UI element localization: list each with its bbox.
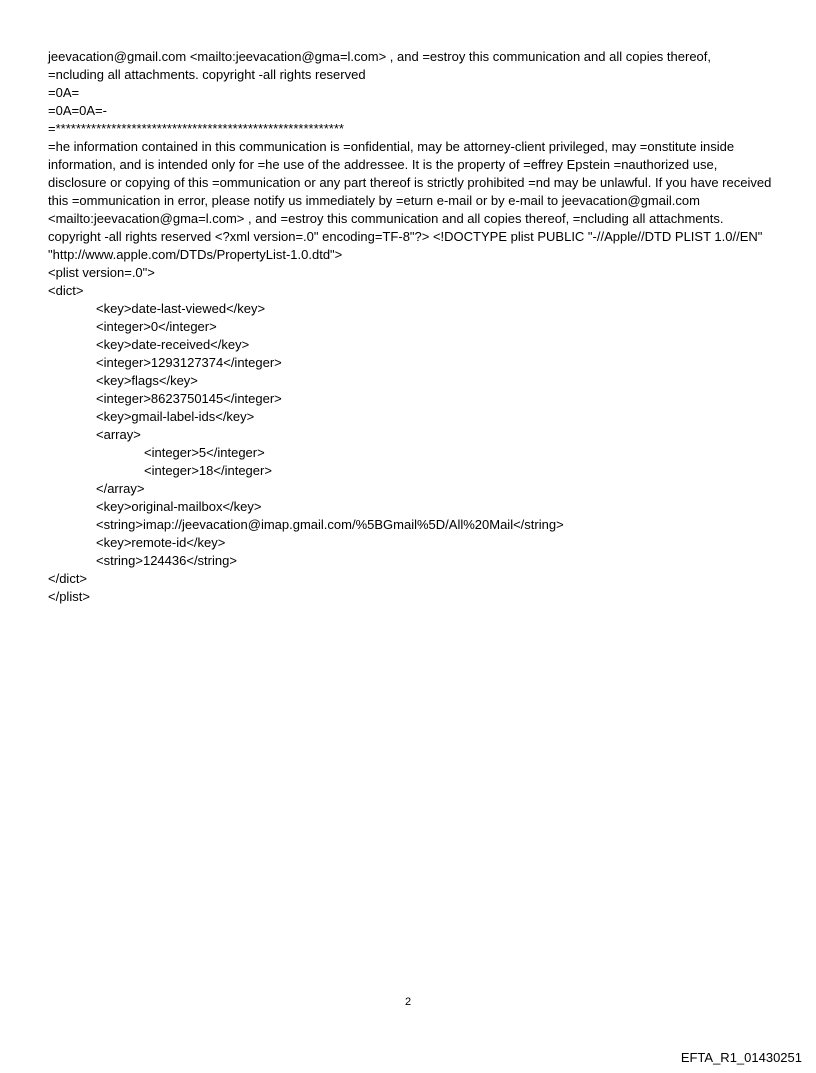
plist-entry: <key>remote-id</key> [96, 535, 226, 550]
plist-entry: <integer>0</integer> [96, 319, 217, 334]
plist-entry: <key>gmail-label-ids</key> [96, 409, 255, 424]
plist-entry: <key>original-mailbox</key> [96, 499, 262, 514]
text-line: =ncluding all attachments. copyright -all rights reserved [48, 67, 366, 82]
plist-entry: <key>date-last-viewed</key> [96, 301, 266, 316]
text-line: =0A=0A=- [48, 103, 107, 118]
plist-entry: <string>imap://jeevacation@imap.gmail.com/%5BGmail%5D/All%20Mail</string> [96, 517, 564, 532]
confidentiality-paragraph: =he information contained in this communication is =onfidential, may be attorney-client privileged, may =onstitute inside information, and is intended only for =he use of the addressee. It is the property of =effrey Epstein =nauthorized use, disclosure or copying of this =ommunication or any part thereof is strictly prohibited =nd may be unlawful. If you have received this =ommunication in error, please notify us immediately by =eturn e-mail or by e-mail to jeevacation@gmail.com <mailto:jeevacation@gma=l.com> , and =estroy this communication and all copies thereof, =ncluding all attachments. copyright -all rights reserved <?xml version=.0" encoding=TF-8"?> <!DOCTYPE plist PUBLIC "-//Apple//DTD PLIST 1.0//EN" "http://www.apple.com/DTDs/PropertyList-1.0.dtd"> [48, 139, 772, 262]
plist-entry: <integer>1293127374</integer> [96, 355, 282, 370]
text-line: =0A= [48, 85, 80, 100]
plist-entry: <array> [96, 427, 141, 442]
dict-open: <dict> [48, 283, 84, 298]
plist-entry: </array> [96, 481, 145, 496]
dict-close: </dict> [48, 571, 88, 586]
plist-close: </plist> [48, 589, 90, 604]
plist-entry: <key>flags</key> [96, 373, 198, 388]
plist-entry: <integer>8623750145</integer> [96, 391, 282, 406]
separator-line: =********************************************************* [48, 121, 344, 136]
text-line: jeevacation@gmail.com <mailto:jeevacation@gma=l.com> , and =estroy this communication and all copies thereof, [48, 49, 712, 64]
plist-open: <plist version=.0"> [48, 265, 155, 280]
page-number: 2 [404, 996, 412, 1008]
document-body [48, 48, 778, 606]
plist-entry: <string>124436</string> [96, 553, 237, 568]
array-item: <integer>5</integer> [144, 445, 265, 460]
document-id: EFTA_R1_01430251 [680, 1050, 802, 1065]
array-item: <integer>18</integer> [144, 463, 272, 478]
plist-entry: <key>date-received</key> [96, 337, 250, 352]
